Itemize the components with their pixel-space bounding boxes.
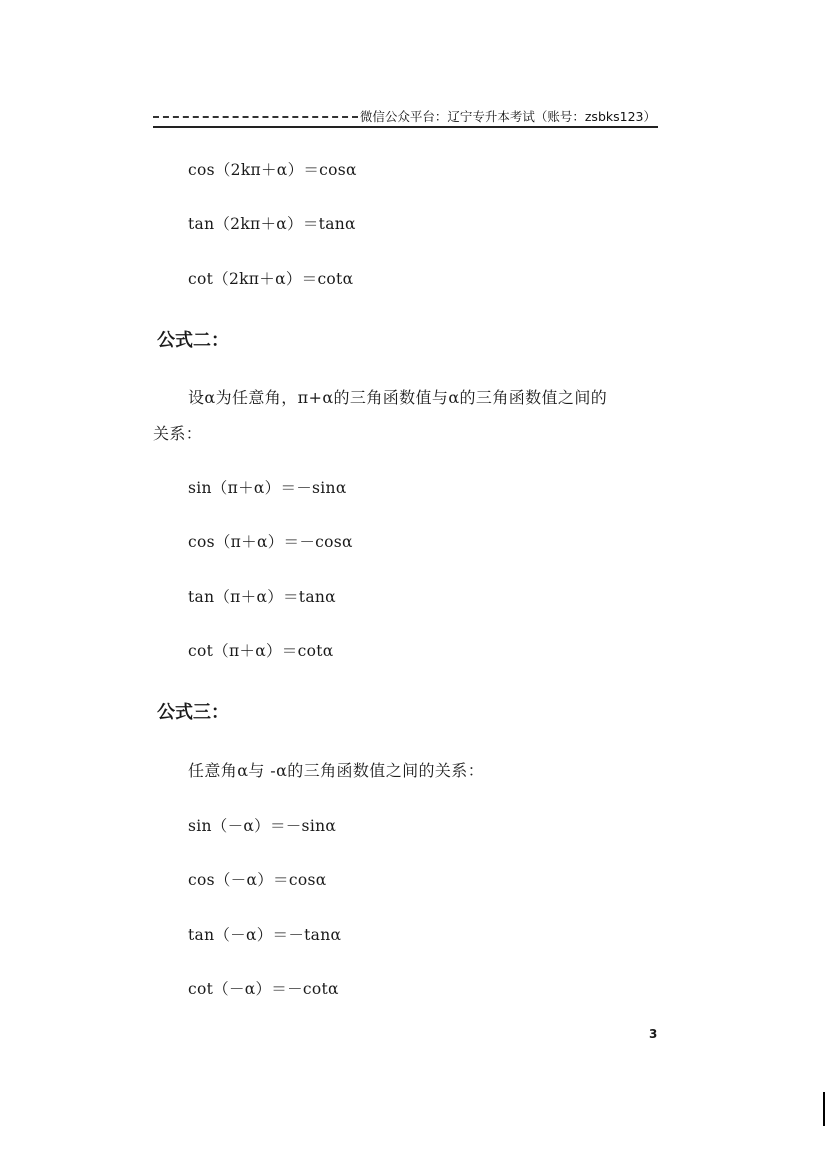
page-number: 3 — [649, 1027, 658, 1041]
formula-cos-pi-plus: cos（π＋α）＝－cosα — [188, 533, 353, 551]
formula-cos-neg: cos（－α）＝cosα — [188, 871, 327, 889]
header-text: 微信公众平台：辽宁专升本考试（账号：zsbks123） — [359, 109, 656, 124]
formula-sin-pi-plus: sin（π＋α）＝－sinα — [188, 479, 347, 497]
page-header — [153, 106, 658, 128]
formula-cot-pi-plus: cot（π＋α）＝cotα — [188, 642, 334, 660]
formula-cos-2kpi: cos（2kπ＋α）＝cosα — [188, 161, 357, 179]
formula-cot-2kpi: cot（2kπ＋α）＝cotα — [188, 270, 354, 288]
header-dashed-rule — [153, 116, 358, 118]
formula-tan-2kpi: tan（2kπ＋α）＝tanα — [188, 215, 356, 233]
section-two-intro-line-1: 设α为任意角，π+α的三角函数值与α的三角函数值之间的 — [188, 388, 608, 407]
section-two-intro-line-2: 关系： — [153, 424, 203, 443]
formula-cot-neg: cot（－α）＝－cotα — [188, 980, 339, 998]
section-three-intro: 任意角α与 -α的三角函数值之间的关系： — [188, 761, 485, 780]
scan-edge-mark — [823, 1092, 825, 1126]
section-heading-formula-three: 公式三： — [157, 702, 229, 723]
section-heading-formula-two: 公式二： — [157, 330, 229, 351]
formula-tan-pi-plus: tan（π＋α）＝tanα — [188, 588, 336, 606]
formula-sin-neg: sin（－α）＝－sinα — [188, 817, 337, 835]
formula-tan-neg: tan（－α）＝－tanα — [188, 926, 342, 944]
